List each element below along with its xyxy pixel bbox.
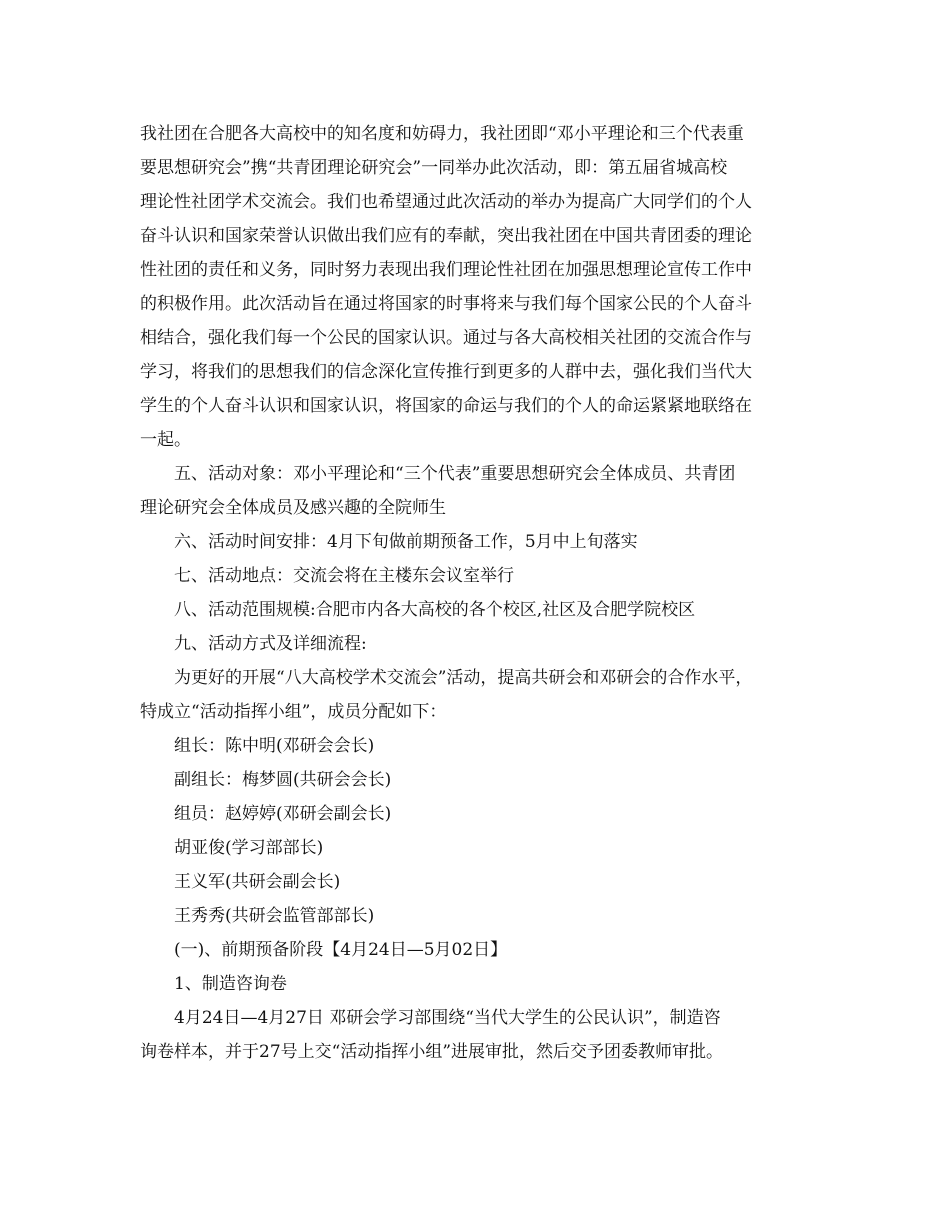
text-line: 学习，将我们的思想我们的信念深化宣传推行到更多的人群中去，强化我们当代大 [140, 362, 752, 382]
phase-1-heading: (一)、前期预备阶段【4月24日—5月02日】 [174, 940, 508, 960]
member-item: 组长：陈中明(邓研会会长) [174, 736, 375, 756]
member-item: 王秀秀(共研会监管部部长) [174, 906, 375, 926]
member-item: 王义军(共研会副会长) [174, 872, 341, 892]
member-item: 副组长：梅梦圆(共研会会长) [174, 770, 392, 790]
text-line: 询卷样本，并于27号上交“活动指挥小组”进展审批，然后交予团委教师审批。 [140, 1042, 724, 1062]
text-line: 特成立“活动指挥小组”，成员分配如下： [140, 702, 447, 722]
text-line: 一起。 [140, 430, 191, 450]
text-line: 五、活动对象：邓小平理论和“三个代表”重要思想研究会全体成员、共青团 [174, 464, 736, 484]
step-1-detail [140, 1001, 820, 1069]
text-line: 理论研究会全体成员及感兴趣的全院师生 [140, 498, 446, 518]
text-line: 的积极作用。此次活动旨在通过将国家的时事将来与我们每个国家公民的个人奋斗 [140, 294, 752, 314]
member-list [140, 729, 820, 933]
section-activity-scope: 八、活动范围规模:合肥市内各大高校的各个校区,社区及合肥学院校区 [174, 600, 696, 620]
text-line: 奋斗认识和国家荣誉认识做出我们应有的奉献，突出我社团在中国共青团委的理论 [140, 226, 752, 246]
text-line: 4月24日—4月27日 邓研会学习部围绕“当代大学生的公民认识”，制造咨 [174, 1008, 721, 1028]
text-line: 为更好的开展“八大高校学术交流会”活动，提高共研会和邓研会的合作水平， [174, 668, 753, 688]
section-activity-process: 九、活动方式及详细流程: [174, 634, 367, 654]
text-line: 学生的个人奋斗认识和国家认识，将国家的命运与我们的个人的命运紧紧地联络在 [140, 396, 752, 416]
text-line: 相结合，强化我们每一个公民的国家认识。通过与各大高校相关社团的交流合作与 [140, 328, 752, 348]
text-line: 理论性社团学术交流会。我们也希望通过此次活动的举办为提高广大同学们的个人 [140, 192, 752, 212]
section-activity-targets [140, 457, 820, 525]
section-activity-time: 六、活动时间安排：4月下旬做前期预备工作，5月中上旬落实 [174, 532, 638, 552]
member-item: 组员：赵婷婷(邓研会副会长) [174, 804, 392, 824]
intro-paragraph [140, 117, 820, 457]
text-line: 性社团的责任和义务，同时努力表现出我们理论性社团在加强思想理论宣传工作中 [140, 260, 752, 280]
step-1-heading: 1、制造咨询卷 [174, 974, 287, 994]
text-line: 要思想研究会”携“共青团理论研究会”一同举办此次活动，即：第五届省城高校 [140, 158, 728, 178]
text-line: 我社团在合肥各大高校中的知名度和妨碍力，我社团即“邓小平理论和三个代表重 [140, 124, 744, 144]
group-intro-paragraph [140, 661, 820, 729]
document-body [140, 117, 820, 1069]
member-item: 胡亚俊(学习部部长) [174, 838, 324, 858]
section-activity-location: 七、活动地点：交流会将在主楼东会议室举行 [174, 566, 514, 586]
